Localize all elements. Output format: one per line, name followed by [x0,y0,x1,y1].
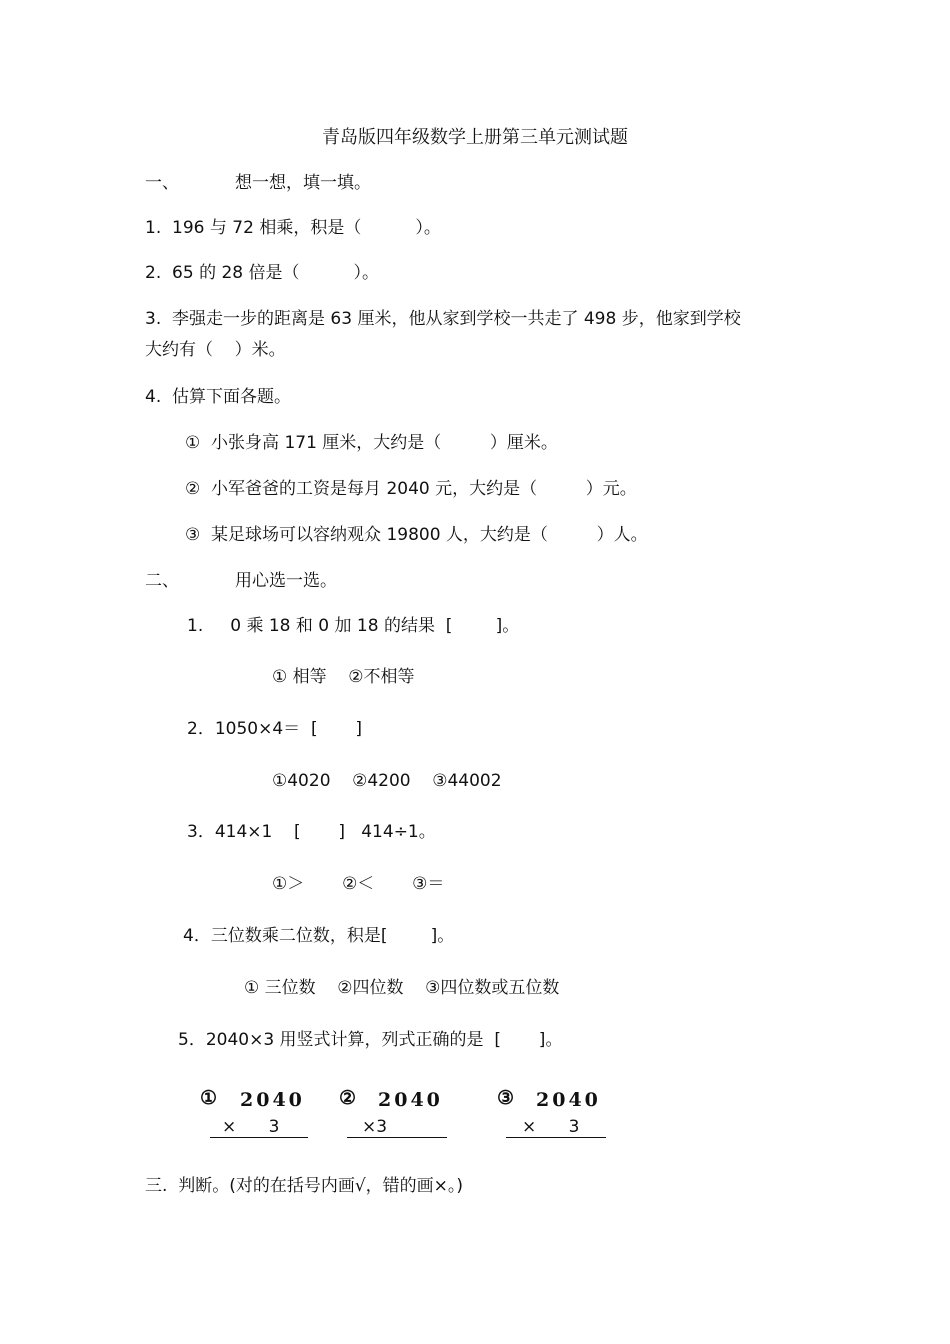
section2-question-4-options: ① 三位数 ②四位数 ③四位数或五位数 [244,978,560,998]
page-title: 青岛版四年级数学上册第三单元测试题 [322,127,628,148]
section1-question-3-line1: 3. 李强走一步的距离是 63 厘米，他从家到学校一共走了 498 步，他家到学校 [145,309,741,329]
vertical-option-1-top: 2040 [240,1089,305,1111]
vertical-option-2-mark: ② [339,1087,360,1109]
section2-question-1-options: ① 相等 ②不相等 [272,667,415,687]
section1-question-4-item-3: ③ 某足球场可以容纳观众 19800 人，大约是（ ）人。 [185,525,648,545]
vertical-option-2-top: 2040 [378,1089,443,1111]
section1-question-4-item-1: ① 小张身高 171 厘米，大约是（ ）厘米。 [185,433,558,453]
section2-question-5: 5．2040×3 用竖式计算，列式正确的是 [ ]。 [178,1030,563,1050]
section2-heading: 用心选一选。 [235,571,337,591]
section1-question-4-item-2: ② 小军爸爸的工资是每月 2040 元，大约是（ ）元。 [185,479,637,499]
vertical-option-3-top: 2040 [536,1089,601,1111]
section2-question-3: 3．414×1 [ ] 414÷1。 [187,822,436,842]
section1-question-4: 4. 估算下面各题。 [145,387,292,407]
vertical-option-3-rule [506,1137,606,1138]
vertical-option-2-bottom: ×3 [362,1117,388,1137]
section2-question-2: 2．1050×4＝ [ ] [187,719,363,739]
section1-heading: 想一想，填一填。 [235,173,371,193]
vertical-option-3-mark: ③ [497,1087,518,1109]
vertical-option-1-bottom: × 3 [222,1117,280,1137]
section2-question-1: 1. 0 乘 18 和 0 加 18 的结果 [ ]。 [187,616,520,636]
section2-question-2-options: ①4020 ②4200 ③44002 [272,771,502,791]
section1-question-1: 1. 196 与 72 相乘，积是（ ）。 [145,218,441,238]
section1-question-3-line2: 大约有（ ）米。 [145,340,286,360]
section2-question-4: 4．三位数乘二位数，积是[ ]。 [183,926,455,946]
vertical-option-1-rule [210,1137,308,1138]
vertical-option-3-bottom: × 3 [522,1117,580,1137]
vertical-option-2-rule [347,1137,447,1138]
vertical-option-1-mark: ① [200,1087,221,1109]
section1-number: 一、 [145,173,179,193]
section1-question-2: 2. 65 的 28 倍是（ ）。 [145,263,380,283]
section2-number: 二、 [145,571,179,591]
section2-question-3-options: ①＞ ②＜ ③＝ [272,874,445,894]
section3-heading: 三. 判断。(对的在括号内画√，错的画×。) [145,1176,464,1196]
